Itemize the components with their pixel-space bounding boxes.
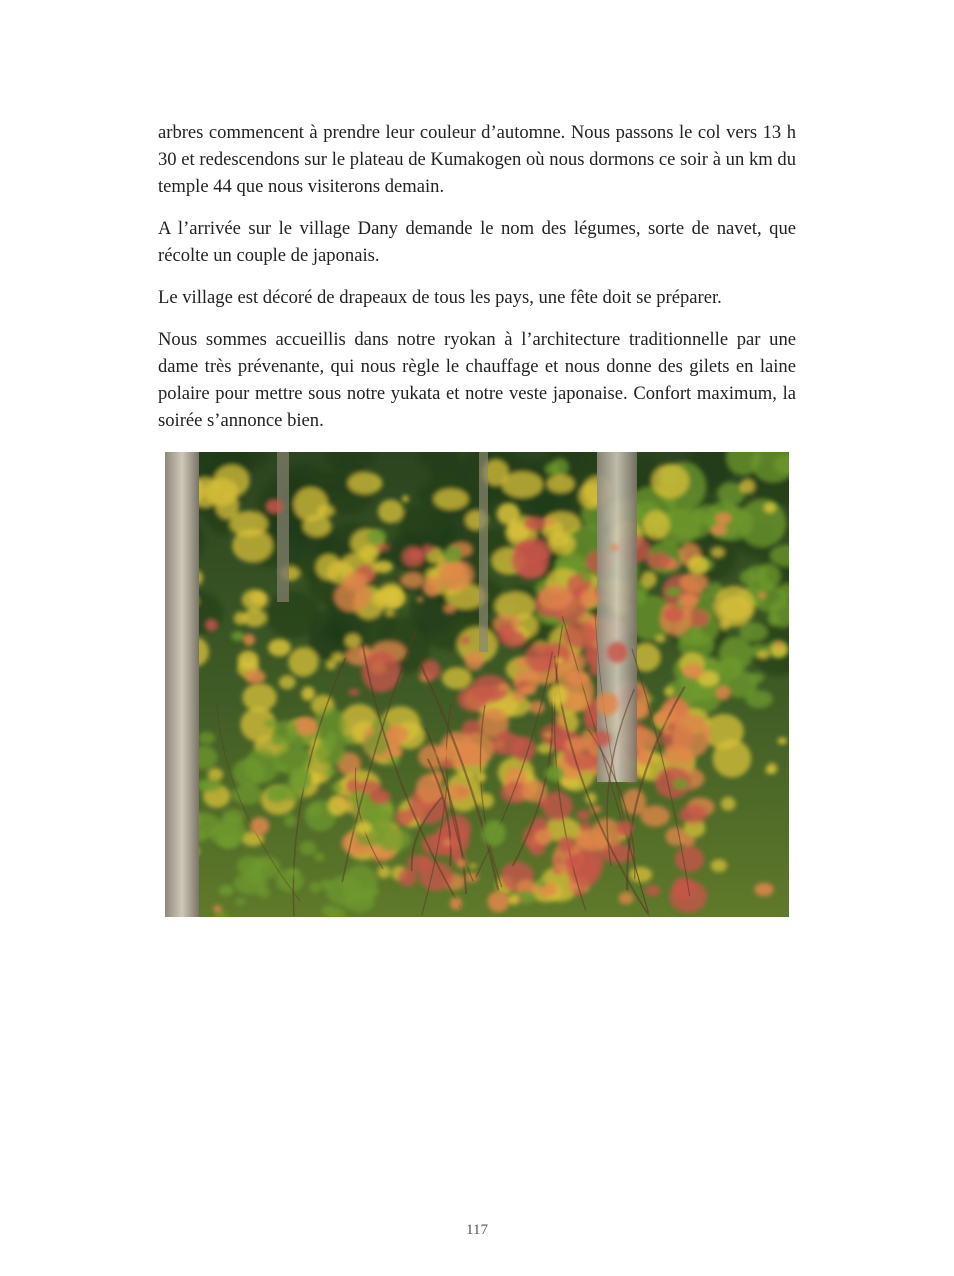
tree-trunk [165, 452, 199, 917]
paragraph: A l’arrivée sur le village Dany demande le nom des légumes, sorte de navet, que récolte un couple de japonais. [158, 218, 796, 266]
autumn-forest-illustration [165, 452, 789, 917]
tree-trunk [277, 452, 289, 602]
paragraph: Nous sommes accueillis dans notre ryokan à l’architecture traditionnelle par une dame très prévenante, qui nous règle le chauffage et nous donne des gilets en laine polaire pour mettre sous notre yukata et notre veste japonaise. Confort maximum, la soirée s’annonce bien. [158, 329, 796, 431]
page-number: 117 [466, 1222, 488, 1238]
body-text [158, 119, 796, 449]
tree-trunk [479, 452, 488, 652]
paragraph: arbres commencent à prendre leur couleur d’automne. Nous passons le col vers 13 h 30 et redescendons sur le plateau de Kumakogen où nous dormons ce soir à un km du temple 44 que nous visiterons demain. [158, 122, 796, 197]
paragraph: Le village est décoré de drapeaux de tous les pays, une fête doit se préparer. [158, 287, 722, 308]
autumn-forest-photo [165, 452, 789, 917]
